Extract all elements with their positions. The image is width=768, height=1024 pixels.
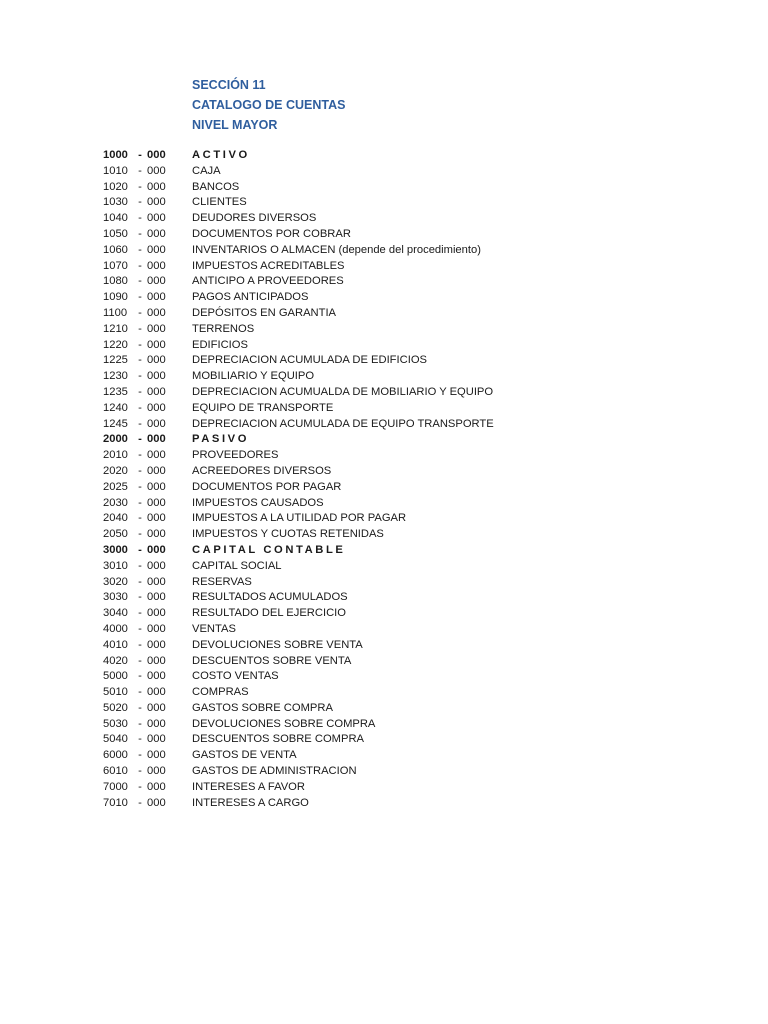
account-name: ACTIVO bbox=[192, 149, 250, 161]
code-separator: - bbox=[138, 275, 142, 288]
account-code: 1225 bbox=[103, 354, 128, 367]
code-separator: - bbox=[138, 149, 142, 161]
account-code: 1230 bbox=[103, 370, 128, 383]
code-separator: - bbox=[138, 796, 142, 809]
account-name: DESCUENTOS SOBRE VENTA bbox=[192, 654, 352, 667]
account-name: ANTICIPO A PROVEEDORES bbox=[192, 275, 344, 288]
account-row bbox=[103, 496, 723, 512]
account-subcode: 000 bbox=[147, 306, 166, 319]
account-subcode: 000 bbox=[147, 543, 166, 556]
account-name: DOCUMENTOS POR COBRAR bbox=[192, 227, 351, 240]
account-subcode: 000 bbox=[147, 354, 166, 367]
account-name: INTERESES A CARGO bbox=[192, 796, 309, 809]
account-row bbox=[103, 164, 723, 180]
account-code: 6000 bbox=[103, 749, 128, 762]
account-subcode: 000 bbox=[147, 559, 166, 572]
account-subcode: 000 bbox=[147, 259, 166, 272]
code-separator: - bbox=[138, 543, 142, 556]
account-name: IMPUESTOS A LA UTILIDAD POR PAGAR bbox=[192, 512, 407, 525]
account-subcode: 000 bbox=[147, 512, 166, 525]
account-row bbox=[103, 211, 723, 227]
account-code: 2000 bbox=[103, 433, 128, 446]
code-separator: - bbox=[138, 401, 142, 414]
code-separator: - bbox=[138, 306, 142, 319]
account-row bbox=[103, 764, 723, 780]
code-separator: - bbox=[138, 686, 142, 699]
account-row bbox=[103, 401, 723, 417]
account-name: GASTOS SOBRE COMPRA bbox=[192, 701, 333, 714]
code-separator: - bbox=[138, 512, 142, 525]
account-name: DESCUENTOS SOBRE COMPRA bbox=[192, 733, 364, 746]
account-subcode: 000 bbox=[147, 749, 166, 762]
account-name: COMPRAS bbox=[192, 686, 249, 699]
account-code: 1060 bbox=[103, 243, 128, 256]
account-subcode: 000 bbox=[147, 670, 166, 683]
account-row bbox=[103, 701, 723, 717]
account-row bbox=[103, 511, 723, 527]
account-subcode: 000 bbox=[147, 638, 166, 651]
account-row bbox=[103, 559, 723, 575]
account-subcode: 000 bbox=[147, 607, 166, 620]
account-row bbox=[103, 274, 723, 290]
code-separator: - bbox=[138, 385, 142, 398]
account-row bbox=[103, 685, 723, 701]
account-name: DEVOLUCIONES SOBRE COMPRA bbox=[192, 717, 376, 730]
account-code: 2020 bbox=[103, 464, 128, 477]
account-subcode: 000 bbox=[147, 291, 166, 304]
account-subcode: 000 bbox=[147, 654, 166, 667]
account-name: IMPUESTOS Y CUOTAS RETENIDAS bbox=[192, 528, 384, 541]
account-row bbox=[103, 796, 723, 812]
code-separator: - bbox=[138, 291, 142, 304]
account-name: RESULTADOS ACUMULADOS bbox=[192, 591, 348, 604]
account-subcode: 000 bbox=[147, 370, 166, 383]
account-name: TERRENOS bbox=[192, 322, 255, 335]
account-name: COSTO VENTAS bbox=[192, 670, 279, 683]
account-row bbox=[103, 575, 723, 591]
code-separator: - bbox=[138, 496, 142, 509]
account-name: BANCOS bbox=[192, 180, 240, 193]
code-separator: - bbox=[138, 354, 142, 367]
account-subcode: 000 bbox=[147, 717, 166, 730]
account-row bbox=[103, 353, 723, 369]
account-name: RESERVAS bbox=[192, 575, 252, 588]
account-code: 7000 bbox=[103, 780, 128, 793]
account-row bbox=[103, 606, 723, 622]
account-subcode: 000 bbox=[147, 480, 166, 493]
account-row bbox=[103, 259, 723, 275]
account-row bbox=[103, 622, 723, 638]
account-row bbox=[103, 385, 723, 401]
account-code: 3030 bbox=[103, 591, 128, 604]
account-subcode: 000 bbox=[147, 528, 166, 541]
account-name: PROVEEDORES bbox=[192, 449, 279, 462]
account-code: 1000 bbox=[103, 149, 128, 161]
account-row bbox=[103, 306, 723, 322]
account-row bbox=[103, 338, 723, 354]
account-name: DOCUMENTOS POR PAGAR bbox=[192, 480, 342, 493]
account-code: 2040 bbox=[103, 512, 128, 525]
account-code: 2030 bbox=[103, 496, 128, 509]
account-row bbox=[103, 180, 723, 196]
account-name: DEVOLUCIONES SOBRE VENTA bbox=[192, 638, 363, 651]
account-name: RESULTADO DEL EJERCICIO bbox=[192, 607, 346, 620]
account-subcode: 000 bbox=[147, 385, 166, 398]
level-title: NIVEL MAYOR bbox=[192, 118, 278, 132]
code-separator: - bbox=[138, 607, 142, 620]
code-separator: - bbox=[138, 575, 142, 588]
code-separator: - bbox=[138, 591, 142, 604]
code-separator: - bbox=[138, 749, 142, 762]
account-subcode: 000 bbox=[147, 164, 166, 177]
account-code: 1050 bbox=[103, 227, 128, 240]
account-subcode: 000 bbox=[147, 433, 166, 446]
code-separator: - bbox=[138, 670, 142, 683]
account-code: 3000 bbox=[103, 543, 128, 556]
account-subcode: 000 bbox=[147, 149, 166, 161]
account-name: INTERESES A FAVOR bbox=[192, 780, 305, 793]
account-subcode: 000 bbox=[147, 243, 166, 256]
account-code: 7010 bbox=[103, 796, 128, 809]
account-subcode: 000 bbox=[147, 496, 166, 509]
account-name: PAGOS ANTICIPADOS bbox=[192, 291, 309, 304]
account-code: 1070 bbox=[103, 259, 128, 272]
account-code: 5040 bbox=[103, 733, 128, 746]
account-code: 3020 bbox=[103, 575, 128, 588]
section-title: SECCIÓN 11 bbox=[192, 78, 266, 92]
account-row bbox=[103, 732, 723, 748]
account-name: MOBILIARIO Y EQUIPO bbox=[192, 370, 315, 383]
account-name: PASIVO bbox=[192, 433, 250, 446]
account-group-row bbox=[103, 148, 723, 164]
account-code: 2025 bbox=[103, 480, 128, 493]
account-name: ACREEDORES DIVERSOS bbox=[192, 464, 332, 477]
account-code: 4020 bbox=[103, 654, 128, 667]
account-name: CAPITAL SOCIAL bbox=[192, 559, 282, 572]
account-code: 1210 bbox=[103, 322, 128, 335]
account-subcode: 000 bbox=[147, 401, 166, 414]
account-row bbox=[103, 527, 723, 543]
account-name: IMPUESTOS ACREDITABLES bbox=[192, 259, 345, 272]
account-group-row bbox=[103, 543, 723, 559]
account-name: CAPITAL CONTABLE bbox=[192, 543, 346, 556]
account-subcode: 000 bbox=[147, 227, 166, 240]
account-row bbox=[103, 290, 723, 306]
code-separator: - bbox=[138, 370, 142, 383]
account-subcode: 000 bbox=[147, 338, 166, 351]
account-code: 1240 bbox=[103, 401, 128, 414]
account-subcode: 000 bbox=[147, 765, 166, 778]
document-header bbox=[192, 75, 345, 135]
account-code: 2050 bbox=[103, 528, 128, 541]
account-name: IMPUESTOS CAUSADOS bbox=[192, 496, 324, 509]
account-subcode: 000 bbox=[147, 575, 166, 588]
account-name: DEPRECIACION ACUMULADA DE EQUIPO TRANSPORTE bbox=[192, 417, 494, 430]
code-separator: - bbox=[138, 164, 142, 177]
account-code: 1090 bbox=[103, 291, 128, 304]
account-code: 1030 bbox=[103, 196, 128, 209]
account-name: CLIENTES bbox=[192, 196, 247, 209]
account-subcode: 000 bbox=[147, 780, 166, 793]
account-subcode: 000 bbox=[147, 464, 166, 477]
catalog-title: CATALOGO DE CUENTAS bbox=[192, 98, 346, 112]
account-row bbox=[103, 480, 723, 496]
account-code: 4000 bbox=[103, 622, 128, 635]
account-name: DEPRECIACION ACUMUALDA DE MOBILIARIO Y EQUIPO bbox=[192, 385, 494, 398]
account-code: 5000 bbox=[103, 670, 128, 683]
account-code: 3040 bbox=[103, 607, 128, 620]
account-subcode: 000 bbox=[147, 622, 166, 635]
account-row bbox=[103, 322, 723, 338]
account-code: 1100 bbox=[103, 306, 128, 319]
code-separator: - bbox=[138, 338, 142, 351]
account-subcode: 000 bbox=[147, 180, 166, 193]
account-name: EQUIPO DE TRANSPORTE bbox=[192, 401, 334, 414]
code-separator: - bbox=[138, 322, 142, 335]
code-separator: - bbox=[138, 196, 142, 209]
account-code: 4010 bbox=[103, 638, 128, 651]
account-subcode: 000 bbox=[147, 417, 166, 430]
account-row bbox=[103, 717, 723, 733]
account-code: 1235 bbox=[103, 385, 128, 398]
account-code: 1040 bbox=[103, 212, 128, 225]
account-subcode: 000 bbox=[147, 686, 166, 699]
account-name: CAJA bbox=[192, 164, 221, 177]
code-separator: - bbox=[138, 464, 142, 477]
account-row bbox=[103, 464, 723, 480]
account-code: 1010 bbox=[103, 164, 128, 177]
account-row bbox=[103, 669, 723, 685]
account-name: DEPÓSITOS EN GARANTIA bbox=[192, 306, 337, 319]
code-separator: - bbox=[138, 733, 142, 746]
account-subcode: 000 bbox=[147, 733, 166, 746]
account-row bbox=[103, 227, 723, 243]
account-name: GASTOS DE VENTA bbox=[192, 749, 297, 762]
account-name: INVENTARIOS O ALMACEN (depende del procedimiento) bbox=[192, 243, 481, 256]
account-code: 2010 bbox=[103, 449, 128, 462]
account-code: 5030 bbox=[103, 717, 128, 730]
account-code: 1080 bbox=[103, 275, 128, 288]
account-subcode: 000 bbox=[147, 449, 166, 462]
code-separator: - bbox=[138, 638, 142, 651]
code-separator: - bbox=[138, 180, 142, 193]
account-name: VENTAS bbox=[192, 622, 236, 635]
code-separator: - bbox=[138, 259, 142, 272]
code-separator: - bbox=[138, 417, 142, 430]
account-row bbox=[103, 369, 723, 385]
account-subcode: 000 bbox=[147, 212, 166, 225]
code-separator: - bbox=[138, 701, 142, 714]
account-code: 1220 bbox=[103, 338, 128, 351]
code-separator: - bbox=[138, 227, 142, 240]
account-name: DEPRECIACION ACUMULADA DE EDIFICIOS bbox=[192, 354, 427, 367]
account-list bbox=[103, 148, 723, 811]
account-subcode: 000 bbox=[147, 591, 166, 604]
code-separator: - bbox=[138, 433, 142, 446]
account-name: DEUDORES DIVERSOS bbox=[192, 212, 317, 225]
account-code: 3010 bbox=[103, 559, 128, 572]
code-separator: - bbox=[138, 765, 142, 778]
account-code: 6010 bbox=[103, 765, 128, 778]
account-row bbox=[103, 195, 723, 211]
account-code: 1245 bbox=[103, 417, 128, 430]
code-separator: - bbox=[138, 654, 142, 667]
account-row bbox=[103, 243, 723, 259]
account-code: 1020 bbox=[103, 180, 128, 193]
account-group-row bbox=[103, 432, 723, 448]
account-row bbox=[103, 638, 723, 654]
account-row bbox=[103, 654, 723, 670]
code-separator: - bbox=[138, 480, 142, 493]
account-row bbox=[103, 448, 723, 464]
account-name: GASTOS DE ADMINISTRACION bbox=[192, 765, 357, 778]
account-subcode: 000 bbox=[147, 196, 166, 209]
account-code: 5010 bbox=[103, 686, 128, 699]
account-subcode: 000 bbox=[147, 796, 166, 809]
code-separator: - bbox=[138, 243, 142, 256]
account-name: EDIFICIOS bbox=[192, 338, 248, 351]
account-row bbox=[103, 748, 723, 764]
account-subcode: 000 bbox=[147, 275, 166, 288]
account-code: 5020 bbox=[103, 701, 128, 714]
code-separator: - bbox=[138, 449, 142, 462]
code-separator: - bbox=[138, 717, 142, 730]
code-separator: - bbox=[138, 559, 142, 572]
account-subcode: 000 bbox=[147, 322, 166, 335]
code-separator: - bbox=[138, 528, 142, 541]
account-row bbox=[103, 780, 723, 796]
account-subcode: 000 bbox=[147, 701, 166, 714]
code-separator: - bbox=[138, 622, 142, 635]
account-row bbox=[103, 590, 723, 606]
code-separator: - bbox=[138, 780, 142, 793]
code-separator: - bbox=[138, 212, 142, 225]
account-row bbox=[103, 417, 723, 433]
